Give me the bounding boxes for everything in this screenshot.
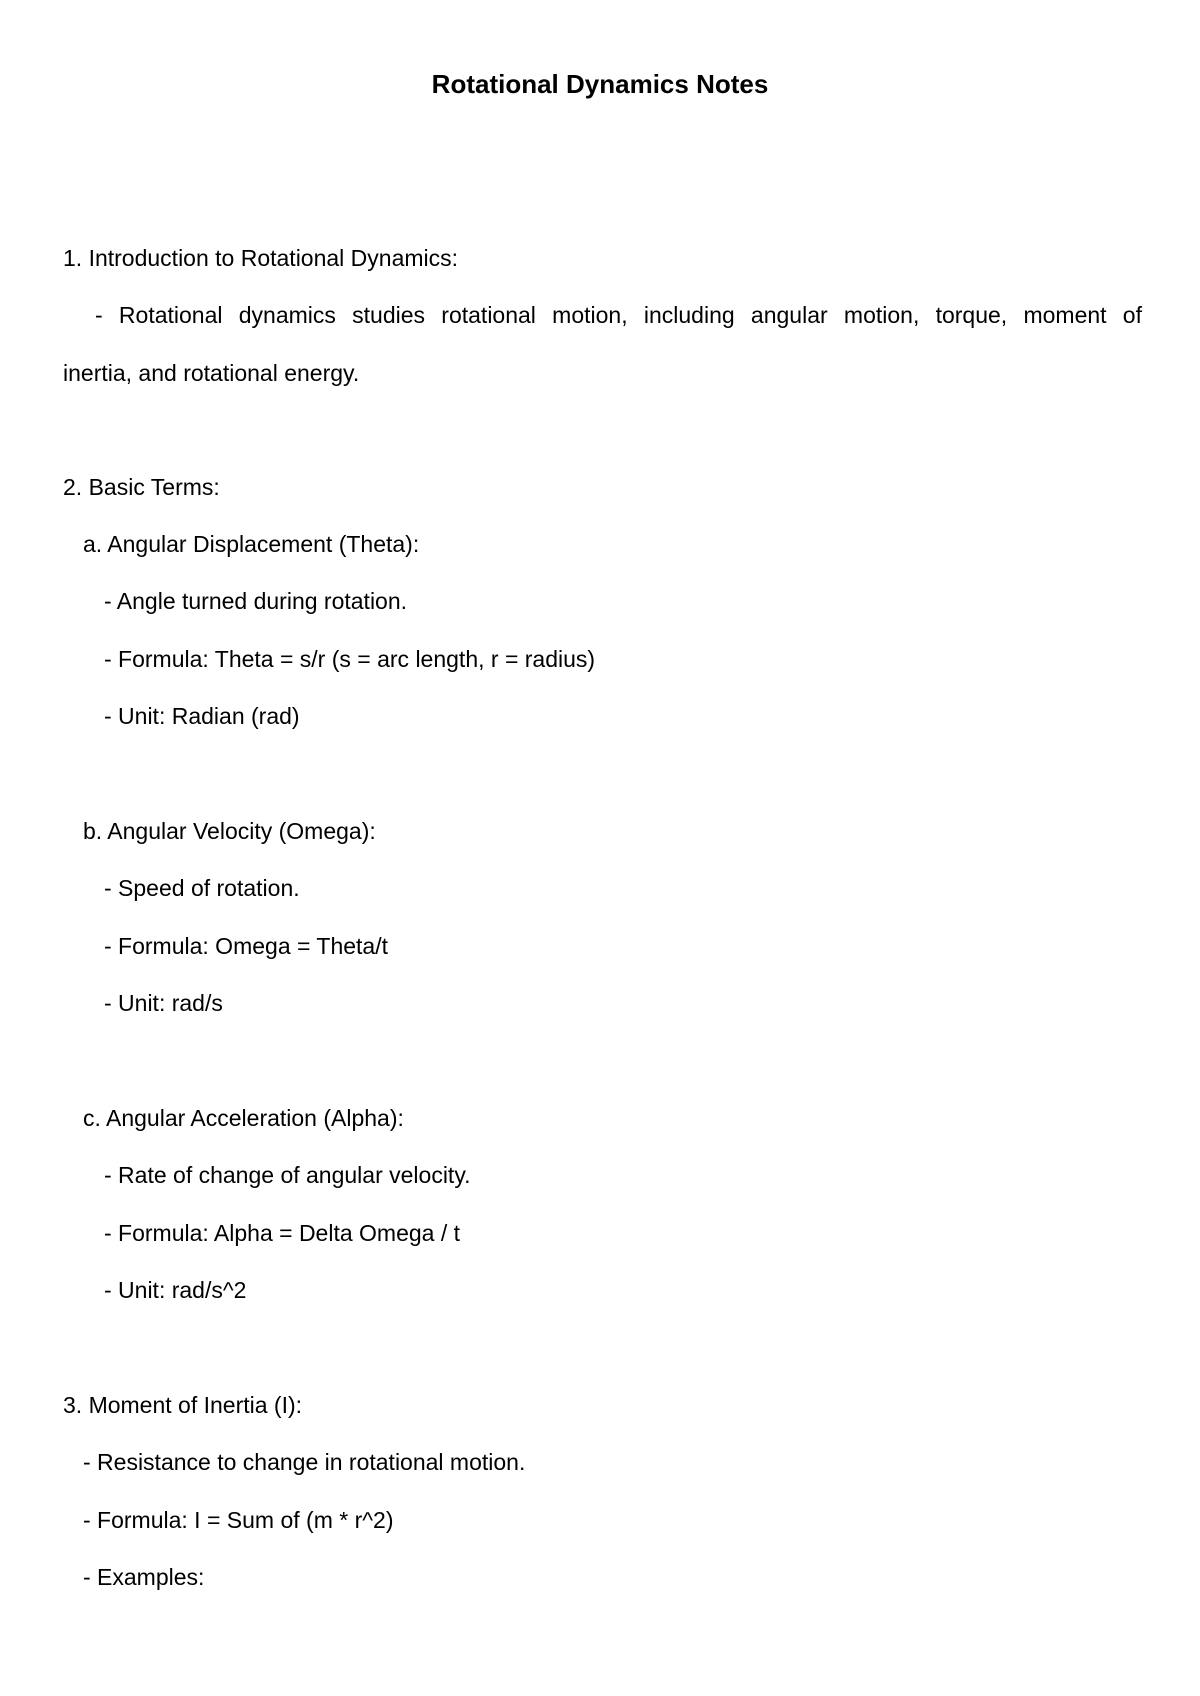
list-item: - Examples: [83, 1564, 205, 1590]
list-item: - Formula: I = Sum of (m * r^2) [83, 1507, 394, 1533]
document-title: Rotational Dynamics Notes [431, 69, 769, 99]
list-item: - Formula: Alpha = Delta Omega / t [104, 1220, 461, 1246]
list-item: - Rate of change of angular velocity. [104, 1162, 471, 1188]
subsection-heading-angular-displacement: a. Angular Displacement (Theta): [83, 531, 420, 557]
list-item: - Speed of rotation. [104, 875, 300, 901]
section-heading-basic-terms: 2. Basic Terms: [63, 474, 220, 500]
list-item: - Formula: Theta = s/r (s = arc length, r = radius) [104, 646, 596, 672]
subsection-heading-angular-velocity: b. Angular Velocity (Omega): [83, 818, 376, 844]
paragraph-line [95, 300, 1142, 330]
paragraph-line-text: - Rotational dynamics studies rotational motion, including angular motion, torque, moment of [95, 302, 1142, 328]
list-item: - Unit: rad/s^2 [104, 1277, 247, 1303]
section-heading-moment-of-inertia: 3. Moment of Inertia (I): [63, 1392, 303, 1418]
list-item: - Unit: Radian (rad) [104, 703, 300, 729]
section-heading-introduction: 1. Introduction to Rotational Dynamics: [63, 245, 459, 271]
paragraph-line: inertia, and rotational energy. [63, 360, 360, 386]
list-item: - Angle turned during rotation. [104, 588, 408, 614]
subsection-heading-angular-acceleration: c. Angular Acceleration (Alpha): [83, 1105, 404, 1131]
list-item: - Unit: rad/s [104, 990, 223, 1016]
list-item: - Formula: Omega = Theta/t [104, 933, 388, 959]
list-item: - Resistance to change in rotational motion. [83, 1449, 526, 1475]
